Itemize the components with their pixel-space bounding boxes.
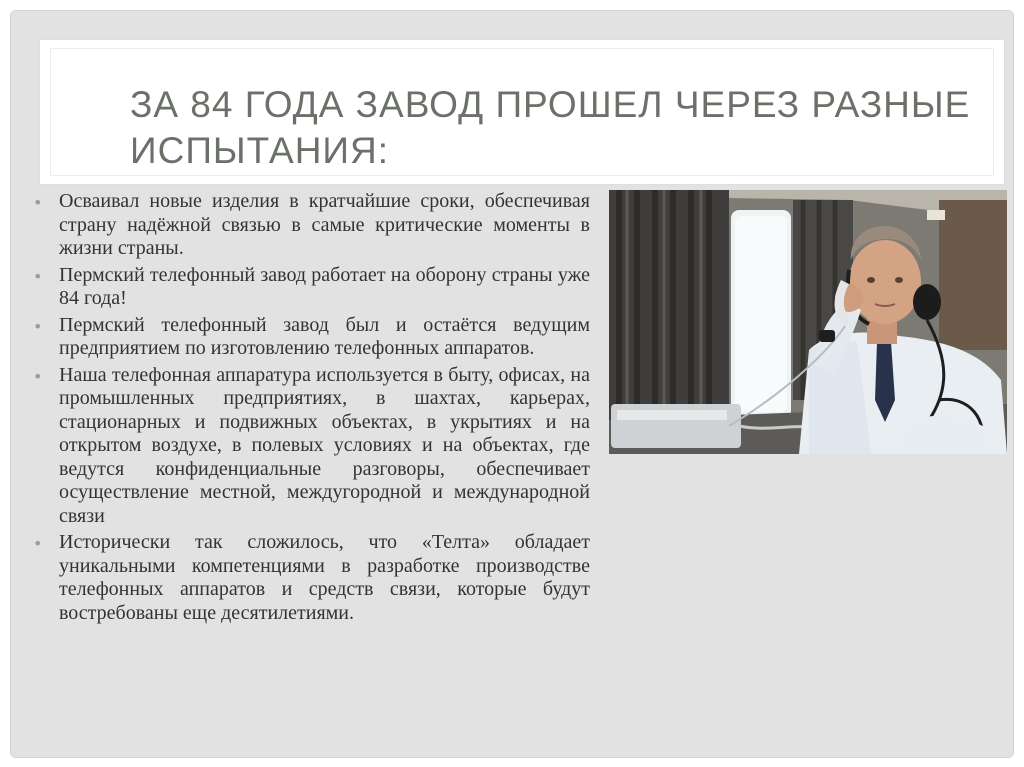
bullet-text: Пермский телефонный завод работает на оборону страны уже 84 года! [59,263,590,309]
bullet-item [30,364,590,529]
title-box [40,40,1004,184]
bullet-text: Исторически так сложилось, что «Телта» обладает уникальными компетенциями в разработке производстве телефонных аппаратов и средств связи, которые будут востребованы еще десятилетиями. [59,531,590,624]
photo-man-on-phone-icon [609,190,1007,454]
bullet-marker: • [33,193,43,212]
bullet-text: Пермский телефонный завод был и остаётся ведущим предприятием по изготовлению телефонных аппаратов. [59,313,590,359]
bullet-text: Наша телефонная аппаратура используется в быту, офисах, на промышленных предприятиях, в шахтах, карьерах, стационарных и подвижных объектах, в укрытиях и на открытом воздухе, в полевых условиях и на объектах, где ведутся конфиденциальные разговоры, обеспечивает осуществление местной, междугородной и международной связи [59,363,590,527]
bullet-item [30,531,590,625]
photo-illustration [609,190,1007,454]
bullet-list [30,190,590,628]
slide-title: ЗА 84 ГОДА ЗАВОД ПРОШЕЛ ЧЕРЕЗ РАЗНЫЕ ИСПЫТАНИЯ: [130,84,971,171]
bullet-marker: • [33,266,43,286]
bullet-item [30,264,590,311]
bullet-marker: • [33,316,43,336]
bullet-item [30,190,590,261]
bullet-item [30,314,590,361]
bullet-marker: • [33,366,43,386]
bullet-text: Осваивал новые изделия в кратчайшие сроки, обеспечивая страну надёжной связью в самые критические моменты в жизни страны. [59,190,590,259]
bullet-marker: • [33,534,43,553]
